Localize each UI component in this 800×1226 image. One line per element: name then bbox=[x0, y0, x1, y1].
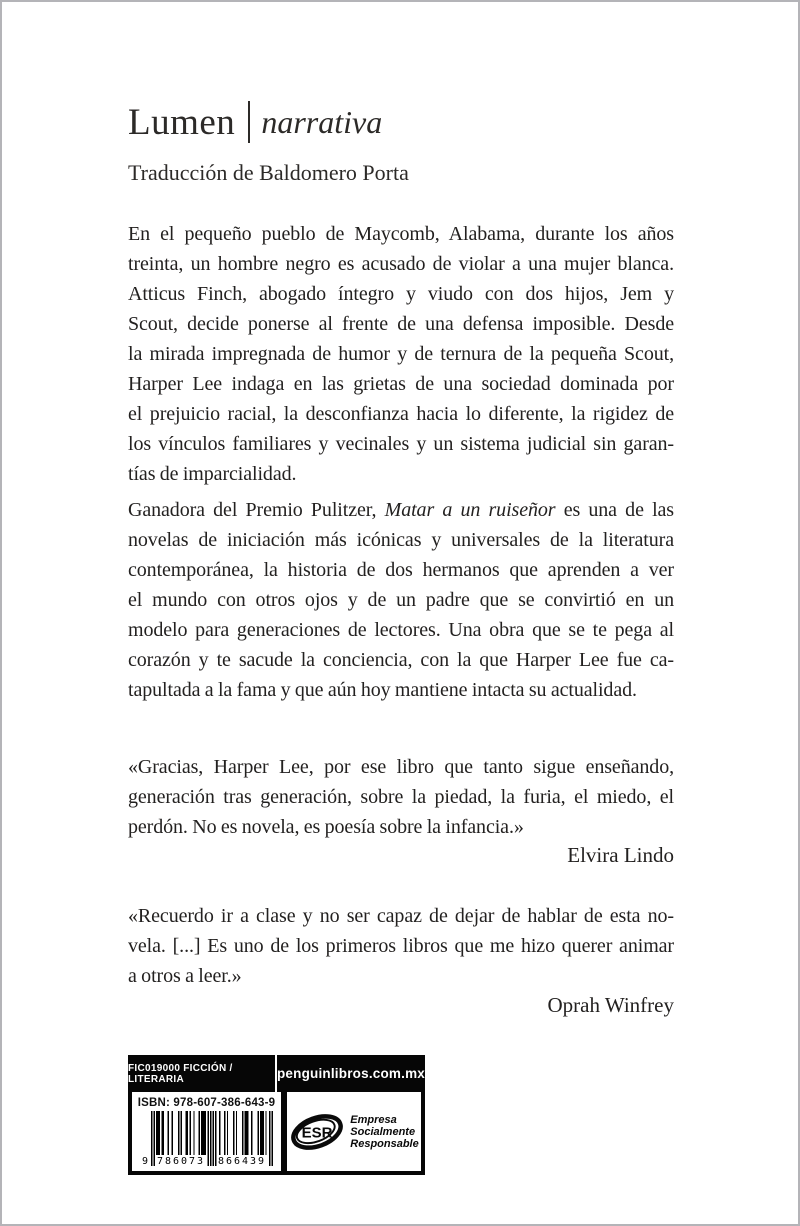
text-line: corazón y te sacude la conciencia, con la que Harper Lee fue ca- bbox=[128, 649, 674, 671]
esr-acronym: ESR bbox=[301, 1123, 333, 1141]
synopsis-paragraph-1 bbox=[128, 219, 674, 489]
translation-credit: Traducción de Baldomero Porta bbox=[128, 160, 409, 185]
text-line: Ganadora del Premio Pulitzer, Matar a un ruiseñor es una de las bbox=[128, 499, 674, 521]
text-line: el prejuicio racial, la desconfianza hacia lo diferente, la rigidez de bbox=[128, 403, 674, 425]
text-line: Scout, decide ponerse al frente de una defensa imposible. Desde bbox=[128, 313, 674, 335]
ean13-barcode bbox=[141, 1111, 273, 1168]
esr-text-line: Empresa bbox=[350, 1113, 397, 1126]
text-line: perdón. No es novela, es poesía sobre la infancia.» bbox=[128, 816, 524, 838]
text-line: los vínculos familiares y vecinales y un sistema judicial sin garan- bbox=[128, 433, 674, 455]
publisher-info-block bbox=[128, 1055, 425, 1175]
text-line: Harper Lee indaga en las grietas de una sociedad dominada por bbox=[128, 373, 674, 395]
isbn-barcode-box bbox=[132, 1092, 281, 1171]
text-line: modelo para generaciones de lectores. Una obra que se te pega al bbox=[128, 619, 674, 641]
footer-bottom-row bbox=[128, 1092, 425, 1175]
publisher-logo: Lumen bbox=[128, 101, 236, 143]
text-line: vela. [...] Es uno de los primeros libros que me hizo querer animar bbox=[128, 935, 674, 957]
text-line: tías de imparcialidad. bbox=[128, 463, 297, 485]
bisac-category-code: FIC019000 FICCIÓN / LITERARIA bbox=[128, 1062, 233, 1085]
text-line: treinta, un hombre negro es acusado de violar a una mujer blanca. bbox=[128, 253, 674, 275]
text-line: novelas de iniciación más icónicas y universales de la literatura bbox=[128, 529, 674, 551]
esr-text-line: Socialmente bbox=[350, 1125, 416, 1138]
text-line: la mirada impregnada de humor y de ternura de la pequeña Scout, bbox=[128, 343, 674, 365]
isbn-label: ISBN: 978-607-386-643-9 bbox=[137, 1097, 276, 1109]
text-line: En el pequeño pueblo de Maycomb, Alabama, durante los años bbox=[128, 223, 674, 245]
barcode-digit-group-2: 866439 bbox=[217, 1156, 267, 1167]
esr-certification-box bbox=[287, 1092, 421, 1171]
quote-attribution-2: Oprah Winfrey bbox=[547, 993, 674, 1017]
publisher-website: penguinlibros.com.mx bbox=[276, 1066, 425, 1081]
logo-divider bbox=[248, 101, 250, 143]
text-line: «Gracias, Harper Lee, por ese libro que tanto sigue enseñando, bbox=[128, 756, 674, 778]
text-line: Atticus Finch, abogado íntegro y viudo con dos hijos, Jem y bbox=[128, 283, 674, 305]
review-quote-2 bbox=[128, 901, 674, 991]
text-line: tapultada a la fama y que aún hoy mantiene intacta su actualidad. bbox=[128, 679, 637, 701]
barcode-digit-prefix: 9 bbox=[141, 1156, 149, 1167]
text-line: «Recuerdo ir a clase y no ser capaz de dejar de hablar de esta no- bbox=[128, 905, 674, 927]
esr-certification-text bbox=[350, 1114, 418, 1150]
text-line: a otros a leer.» bbox=[128, 965, 242, 987]
quote-attribution-1: Elvira Lindo bbox=[567, 843, 674, 867]
text-line: contemporánea, la historia de dos hermanos que aprenden a ver bbox=[128, 559, 674, 581]
text-line: el mundo con otros ojos y de un padre que se convirtió en un bbox=[128, 589, 674, 611]
publisher-brand-row bbox=[128, 101, 382, 143]
review-quote-1 bbox=[128, 752, 674, 842]
esr-text-line: Responsable bbox=[350, 1137, 419, 1150]
text-line: generación tras generación, sobre la piedad, la furia, el miedo, el bbox=[128, 786, 674, 808]
synopsis-paragraph-2 bbox=[128, 495, 674, 705]
barcode-digit-group-1: 786073 bbox=[156, 1156, 206, 1167]
esr-logo-icon bbox=[289, 1110, 345, 1154]
footer-top-bar bbox=[128, 1055, 425, 1092]
collection-name: narrativa bbox=[261, 104, 383, 140]
